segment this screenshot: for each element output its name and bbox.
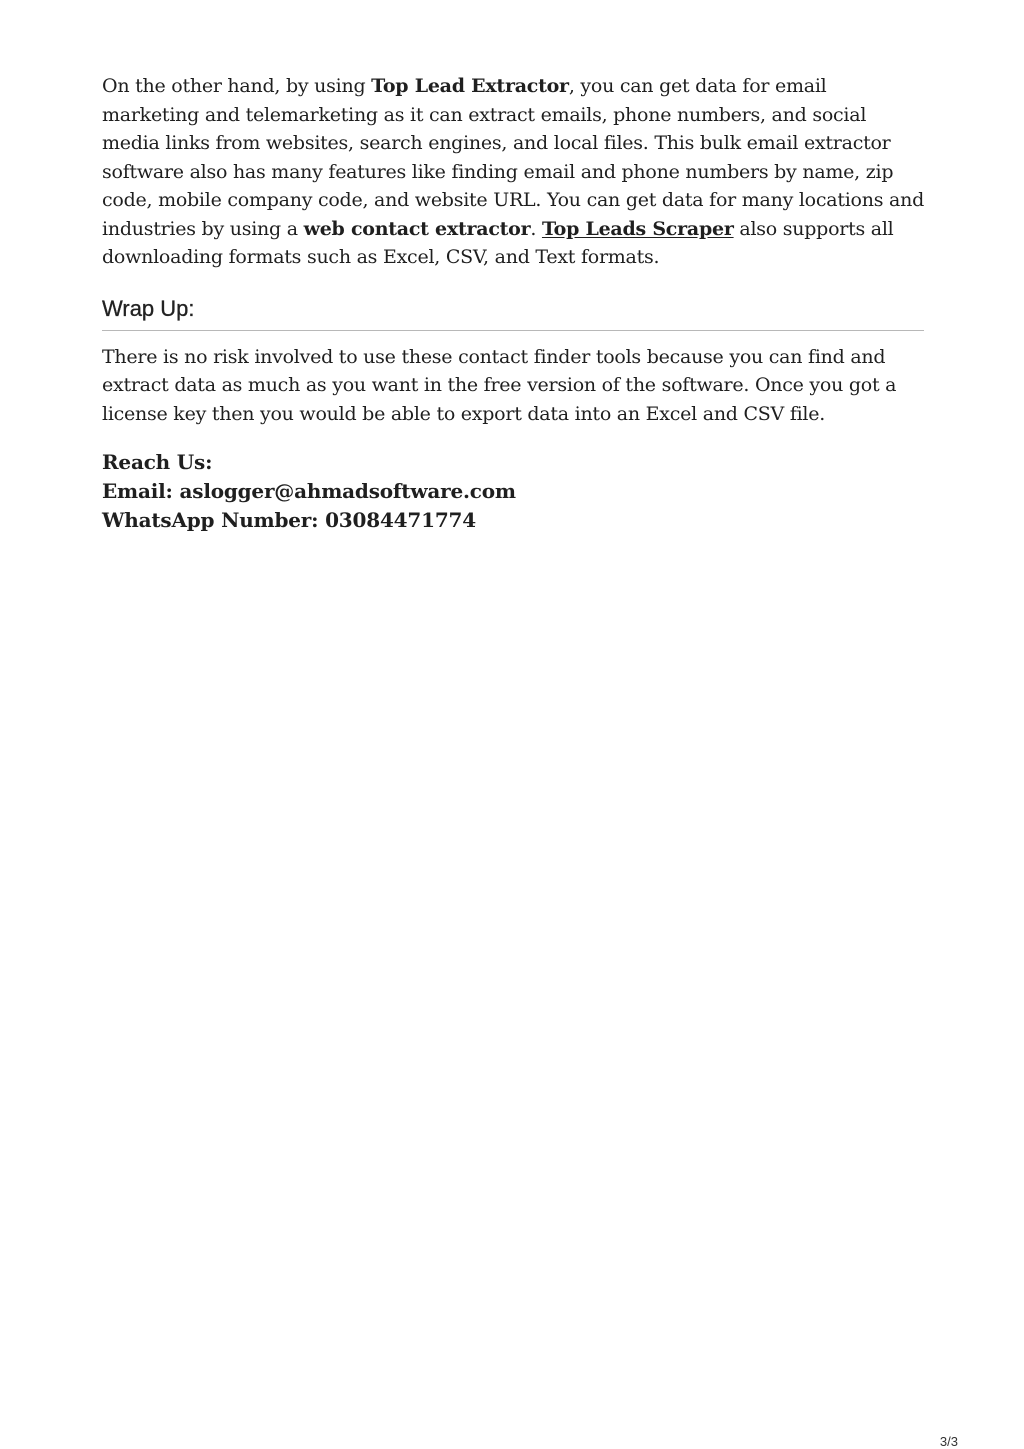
wrap-up-paragraph: There is no risk involved to use these contact finder tools because you can find and extract data as much as you want in the free version of the software. Once you got a license key then you would be able to export data into an Excel and CSV file. [102, 345, 897, 425]
top-lead-extractor-bold: Top Lead Extractor [371, 75, 569, 97]
contact-block [102, 448, 924, 535]
wrap-up-heading: Wrap Up: [102, 296, 924, 331]
intro-text-1: On the other hand, by using [102, 75, 372, 97]
intro-paragraph [102, 72, 924, 272]
contact-whatsapp: WhatsApp Number: 03084471774 [102, 508, 476, 532]
contact-email: Email: aslogger@ahmadsoftware.com [102, 479, 516, 503]
intro-text-2: , you can get data for email marketing and telemarketing as it can extract emails, phone numbers, and social media links from websites, search engines, and local files. This bulk email extractor software also has many features like finding email and phone numbers by name, zip code, mobile company code, and website URL. You can get data for many locations and industries by using a [102, 75, 924, 240]
intro-text-4: also supports all downloading formats such as Excel, CSV, and Text formats. [102, 217, 894, 268]
web-contact-extractor-bold: web contact extractor [303, 217, 531, 240]
page-number: 3/3 [939, 1434, 958, 1449]
reach-us-label: Reach Us: [102, 450, 213, 474]
top-leads-scraper-link[interactable]: Top Leads Scraper [541, 217, 734, 240]
intro-text-3: . [530, 217, 542, 240]
document-body [102, 72, 924, 535]
